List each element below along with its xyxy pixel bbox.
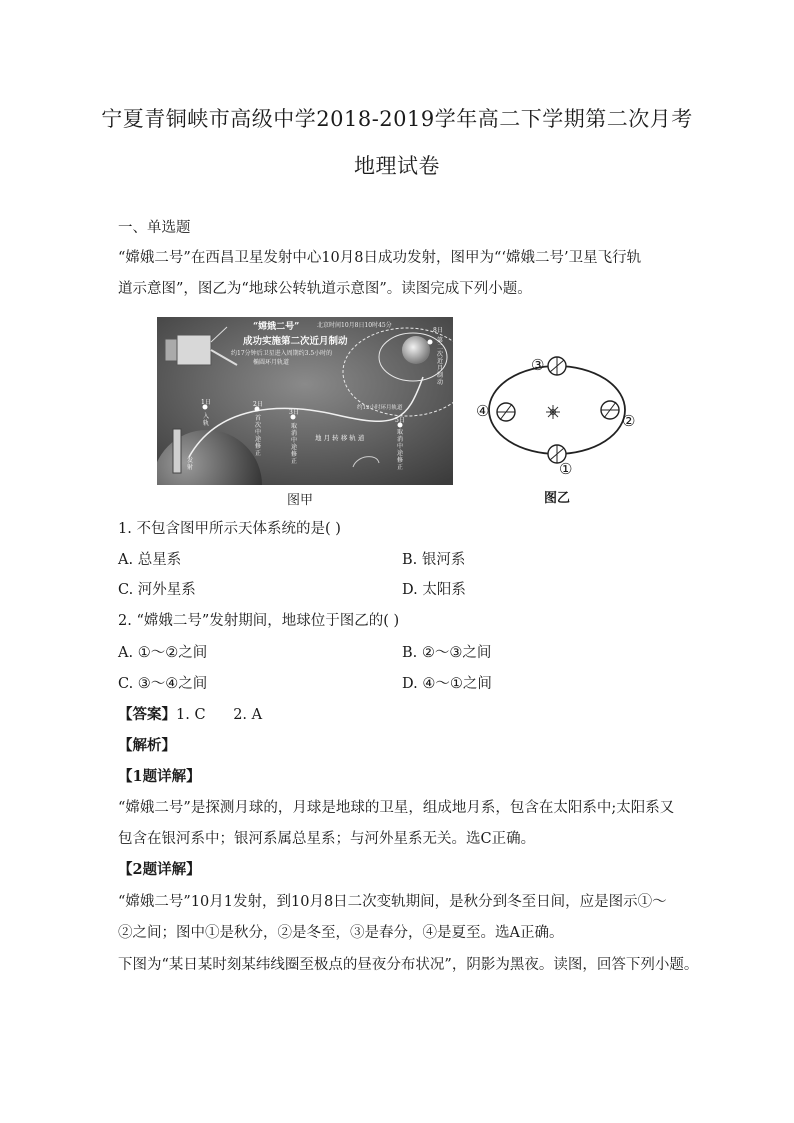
revolution-diagram — [470, 352, 640, 482]
q1-option-a: A. 总星系 — [118, 552, 182, 568]
fig1-day2-text: 首次中途修正 — [255, 415, 262, 457]
q1-option-d: D. 太阳系 — [402, 582, 466, 598]
q2-option-b: B. ②～③之间 — [402, 645, 492, 661]
fig1-day1: 1日 — [201, 399, 211, 406]
answer-text: 1. C 2. A — [176, 707, 263, 723]
fig1-orbit12-label: 约12小时环月轨道 — [357, 405, 403, 411]
fig1-day5: 5日 — [395, 417, 405, 424]
fig1-day5-text: 取消中途修正 — [397, 429, 404, 471]
figure-chang-e-orbit — [157, 317, 453, 485]
detail-1-line-1: “嫦娥二号”是探测月球的，月球是地球的卫星，组成地月系，包含在太阳系中;太阳系又 — [118, 800, 675, 816]
answer-row — [118, 705, 678, 725]
figure2-caption: 图乙 — [543, 491, 570, 506]
intro-line-2: 道示意图”，图乙为“地球公转轨道示意图”。读图完成下列小题。 — [118, 281, 532, 297]
fig1-day2: 2日 — [253, 401, 263, 408]
detail-2-line-1: “嫦娥二号”10月1发射，到10月8日二次变轨期间，是秋分到冬至日间，应是图示①～ — [118, 894, 667, 910]
rocket-graphic — [173, 429, 181, 473]
detail-2-label: 【2题详解】 — [118, 861, 201, 878]
q1-option-b: B. 银河系 — [402, 552, 466, 568]
fig1-day8-text: 第二次近月制动 — [437, 337, 444, 386]
fig1-transfer-label: 地 月 转 移 轨 道 — [315, 434, 365, 442]
question-2-stem: 2. “嫦娥二号”发射期间，地球位于图乙的( ) — [118, 613, 400, 629]
analysis-label: 【解析】 — [118, 737, 176, 754]
detail-1-line-2: 包含在银河系中；银河系属总星系；与河外星系无关。选C正确。 — [118, 831, 536, 847]
q1-option-c: C. 河外星系 — [118, 582, 196, 598]
earth-position-2 — [601, 401, 619, 419]
earth-position-4 — [497, 403, 515, 421]
answer-label: 【答案】 — [118, 706, 176, 723]
fig1-sub2: 椭圆环月轨道 — [253, 359, 290, 366]
question-1-stem: 1. 不包含图甲所示天体系统的是( ) — [118, 521, 341, 537]
fig1-day8: 8日 — [433, 327, 443, 334]
fig2-label-2: ② — [622, 412, 636, 430]
fig1-sub1: 约17分钟后卫星进入周期约3.5小时的 — [231, 350, 333, 357]
detail-1-label: 【1题详解】 — [118, 768, 201, 785]
fig1-heading1: “嫦娥二号” — [253, 322, 300, 332]
figure-earth-revolution — [470, 352, 640, 482]
sun-icon — [546, 405, 560, 419]
q2-option-c: C. ③～④之间 — [118, 676, 208, 692]
fig2-label-3: ③ — [531, 356, 545, 374]
fig1-heading2: 成功实施第二次近月制动 — [243, 336, 348, 347]
q2-option-a: A. ①～②之间 — [118, 645, 208, 661]
figure1-caption: 图甲 — [286, 493, 313, 508]
exam-title-line2: 地理试卷 — [354, 154, 440, 178]
earth-position-3 — [548, 357, 566, 375]
fig1-launch-label: 发射 — [187, 457, 194, 471]
section-heading: 一、单选题 — [118, 220, 191, 236]
detail-2-line-2: ②之间；图中①是秋分，②是冬至，③是春分，④是夏至。选A正确。 — [118, 925, 564, 941]
fig1-day1-text: 入轨 — [203, 413, 210, 427]
q2-option-d: D. ④～①之间 — [402, 676, 492, 692]
moon-graphic — [402, 336, 430, 364]
fig2-label-4: ④ — [476, 402, 490, 420]
fig2-label-1: ① — [559, 460, 573, 478]
next-question-intro: 下图为“某日某时刻某纬线圈至极点的昼夜分布状况”，阴影为黑夜。读图，回答下列小题。 — [118, 957, 699, 973]
exam-title-line1: 宁夏青铜峡市高级中学2018-2019学年高二下学期第二次月考 — [101, 107, 693, 131]
fig1-day3: 3日 — [289, 409, 299, 416]
fig1-heading-time: 北京时间10月8日10时45分 — [317, 322, 392, 329]
intro-line-1: “嫦娥二号”在西昌卫星发射中心10月8日成功发射，图甲为“‘嫦娥二号’卫星飞行轨 — [118, 250, 642, 266]
fig1-day3-text: 取消中途修正 — [291, 423, 298, 465]
